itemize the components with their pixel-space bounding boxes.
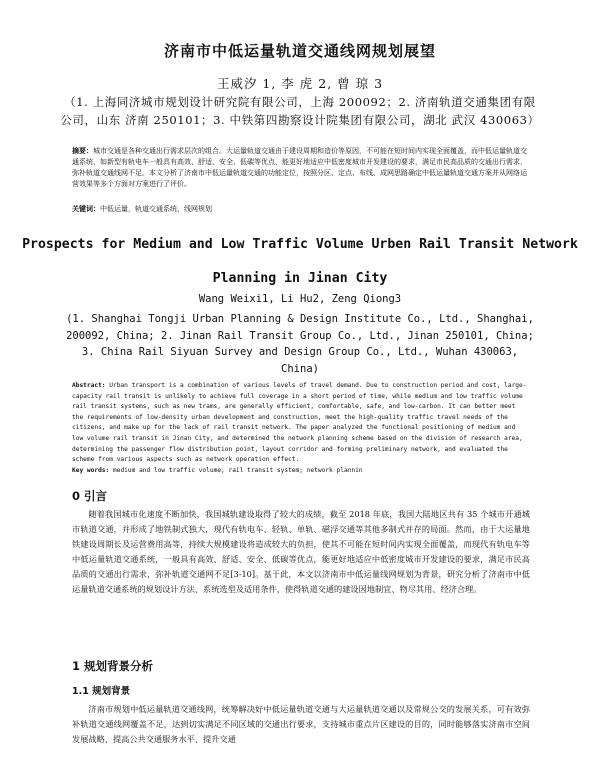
section-heading-introduction: 0 引言 [72,489,108,503]
background-paragraph: 济南市规划中低运量轨道交通线网，统筹解决好中低运量轨道交通与大运量轨道交通以及常规公交的发展关系，可有效弥补轨道交通线网覆盖不足，达到切实满足不同区域的交通出行要求，支持城市重点片区建设的目的，同时能够落实济南市空间发展战略、提高公共交通服务水平、提升交通 [72,704,530,744]
chinese-abstract-label: 摘要： [72,147,93,155]
chinese-title: 济南市中低运量轨道交通线网规划展望 [163,42,436,60]
english-affiliation: (1. Shanghai Tongji Urban Planning & Design Institute Co., Ltd., Shanghai, 200092, China; 2. Jinan Rail Transit Group Co., Ltd., Jinan 250101, China; 3. China Rail Siyuan Survey and Design Group Co., Ltd., Wuhan 430063, China) [66,313,534,375]
introduction-paragraph: 随着我国城市化速度不断加快，我国城轨建设取得了较大的成绩，截至 2018 年底，我国大陆地区共有 35 个城市开通城市轨道交通，并形成了地铁制式独大，现代有轨电车、轻轨、单轨、磁浮交通等其他多制式并存的局面。然而，由于大运量地铁建设周期长及运营费用高等，持续大规模建设将造成较大的负担，使其不可能在短时间内实现全面覆盖，而现代有轨电车等中低运量轨道交通系统，一般具有高效、舒适、安全、低碳等优点，能更好地适应中低密度城市开发建设的要求，满足市民高品质的交通出行需求，弥补轨道交通网不足[3-10]。基于此，本文以济南市中低运量线网规划为背景，研究分析了济南市中低运量轨道交通系统的规划设计方法、系统选型及适用条件，使得轨道交通的建设因地制宜、物尽其用、经济合理。 [72,509,530,594]
english-abstract-text: Urban transport is a combination of various levels of travel demand. Due to construction period and cost, large-capacity rail transit is unlikely to achieve full coverage in a short period of time, while medium and low traffic volume rail transit systems, such as new trams, are generally efficient, comfortable, safe, and low-carbon. It can better meet the requirements of low-density urban development and construction, meet the high-quality traffic travel needs of the citizens, and make up for the lack of rail transit network. The paper analyzed the functional positioning of medium and low volume rail transit in Jinan City, and determined the network planning scheme based on the division of research area, determining the passenger flow distribution point, layout corridor and forming preliminary network, and evaluated the scheme from various aspects such as network operation effect. [72,382,527,464]
chinese-affiliation: （1. 上海同济城市规划设计研究院有限公司，上海 200092；2. 济南轨道交通集团有限公司，山东 济南 250101；3. 中铁第四勘察设计院集团有限公司，湖北 武汉 430063） [60,95,540,127]
english-authors: Wang Weixi1, Li Hu2, Zeng Qiong3 [198,293,402,305]
english-keywords-text: medium and low traffic volume, rail transit system; network plannin [109,467,363,474]
chinese-keywords [72,204,530,215]
section-heading-background-analysis: 1 规划背景分析 [72,659,154,673]
english-keywords-label: Key words: [72,467,110,474]
chinese-abstract [72,146,530,190]
english-keywords [72,466,530,477]
chinese-authors: 王威汐 1, 李 虎 2, 曾 琼 3 [216,76,384,91]
subsection-heading-background: 1.1 规划背景 [72,686,131,697]
chinese-keywords-label: 关键词： [72,205,100,213]
english-title: Prospects for Medium and Low Traffic Volume Urben Rail Transit Network Planning in Jinan City [22,237,578,286]
chinese-abstract-text: 城市交通是各种交通出行需求层次的组合。大运量轨道交通由于建设周期和造价等原因，不可能在短时间内实现全面覆盖，而中低运量轨道交通系统，如新型有轨电车一般具有高效、舒适、安全、低碳等优点，能更好地适应中低密度城市开发建设的要求，满足市民高品质的交通出行需求，弥补轨道交通线网不足。本文分析了济南市中低运量轨道交通的功能定位，按照分区、定点、布线、成网思路确定中低运量轨道交通方案并从网络运营效果等多个方面对方案进行了评价。 [72,147,527,188]
english-abstract [72,381,530,466]
chinese-keywords-text: 中低运量，轨道交通系统，线网规划 [100,205,212,213]
english-abstract-label: Abstract: [72,382,106,389]
